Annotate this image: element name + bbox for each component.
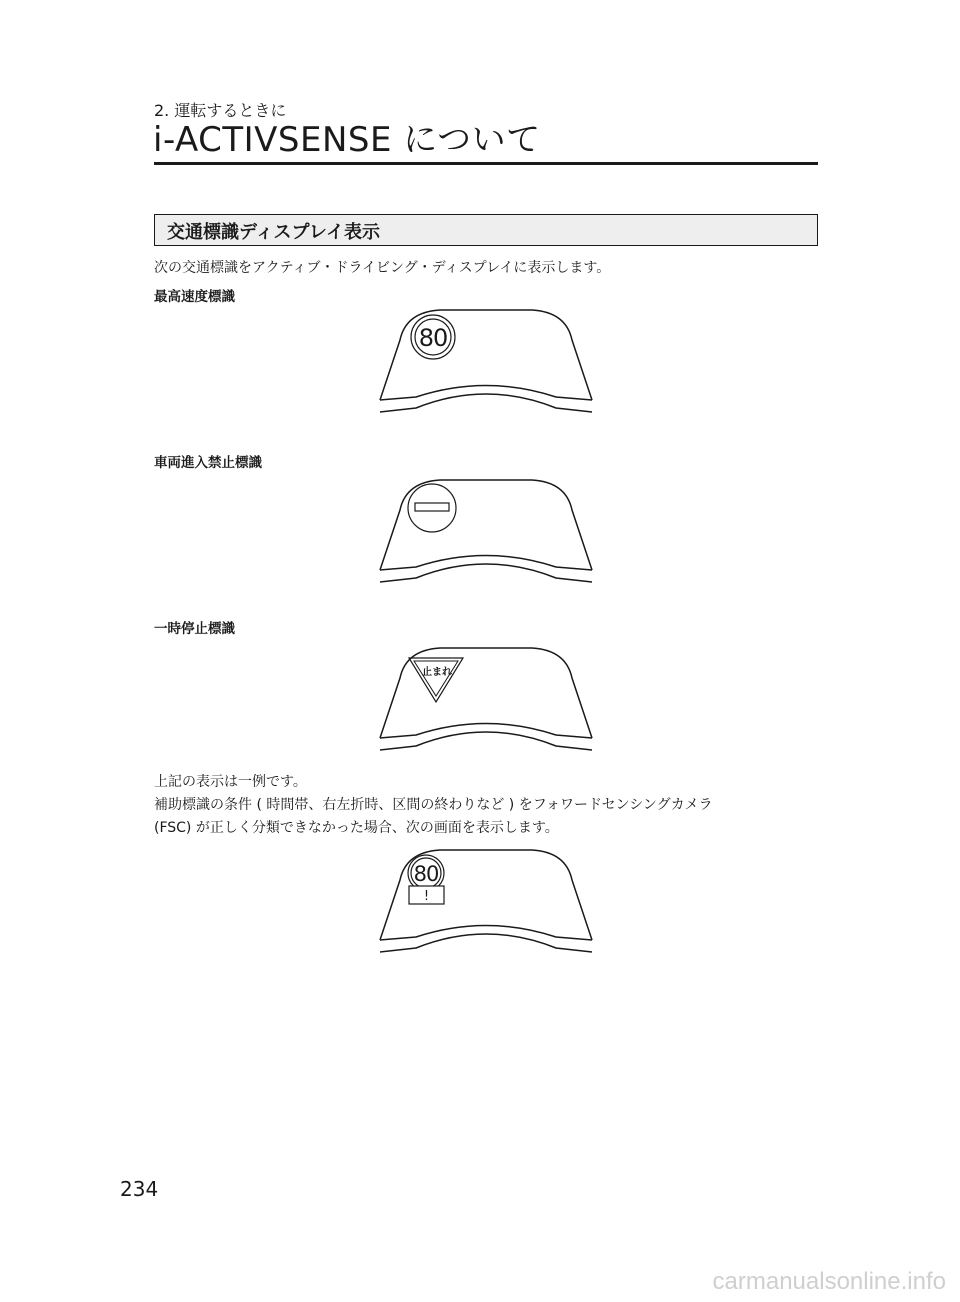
intro-text: 次の交通標識をアクティブ・ドライビング・ディスプレイに表示します。 <box>154 260 611 276</box>
note-line-1: 上記の表示は一例です。 <box>154 774 307 790</box>
page-number: 234 <box>120 1177 159 1201</box>
chapter-heading: 2. 運転するときに <box>154 101 287 120</box>
stop-sign-icon <box>409 658 463 702</box>
section-title: 交通標識ディスプレイ表示 <box>167 222 380 243</box>
watermark: carmanualsonline.info <box>712 1268 946 1295</box>
supplementary-sign-unknown-icon <box>409 886 444 904</box>
windshield-display-illustration <box>376 640 596 770</box>
stop-sign-text: 止まれ <box>422 667 452 678</box>
note-line-3: (FSC) が正しく分類できなかった場合、次の画面を表示します。 <box>154 820 559 836</box>
windshield-display-illustration <box>376 302 596 432</box>
unknown-mark: ! <box>423 889 430 904</box>
no-entry-sign-icon <box>408 484 456 532</box>
windshield-display-illustration <box>376 472 596 602</box>
speed-limit-label: 最高速度標識 <box>154 289 235 305</box>
section-heading-box <box>154 214 818 246</box>
no-entry-figure <box>376 472 596 602</box>
speed-limit-sign-icon <box>411 315 455 359</box>
no-entry-label: 車両進入禁止標識 <box>154 455 262 471</box>
note-line-2: 補助標識の条件 ( 時間帯、右左折時、区間の終わりなど ) をフォワードセンシングカメラ <box>154 797 713 813</box>
windshield-display-illustration <box>376 842 596 972</box>
stop-sign-label: 一時停止標識 <box>154 621 235 637</box>
speed-limit-figure <box>376 302 596 432</box>
speed-limit-value: 80 <box>418 324 448 352</box>
page-title: i-ACTIVSENSE について <box>153 120 541 160</box>
fallback-display-figure <box>376 842 596 972</box>
stop-sign-figure <box>376 640 596 770</box>
speed-limit-value: 80 <box>413 862 439 886</box>
title-rule <box>154 162 818 165</box>
